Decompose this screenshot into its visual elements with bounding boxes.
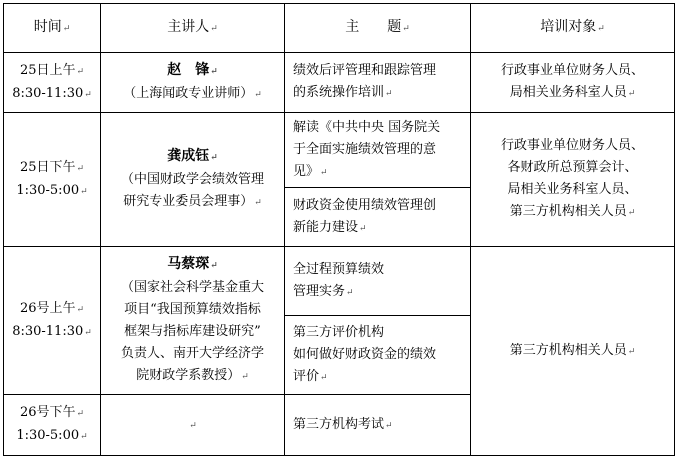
session-time: 26号下午↵ 1:30-5:00↵ bbox=[4, 395, 101, 456]
topic-cell: 财政资金使用绩效管理创 新能力建设↵ bbox=[285, 188, 471, 247]
header-row bbox=[4, 4, 675, 53]
audience-cell: 第三方机构相关人员↵ bbox=[471, 247, 675, 456]
speaker-cell-empty: ↵ bbox=[101, 395, 285, 456]
topic-cell: 绩效后评管理和跟踪管理 的系统操作培训↵ bbox=[285, 53, 471, 113]
speaker-name: 赵 锋 bbox=[167, 62, 210, 78]
audience-cell: 行政事业单位财务人员、 各财政所总预算会计、 局相关业务科室人员、 第三方机构相关人员↵ bbox=[471, 113, 675, 247]
header-speaker: 主讲人↵ bbox=[101, 4, 285, 53]
topic-cell: 第三方评价机构 如何做好财政资金的绩效 评价↵ bbox=[285, 316, 471, 395]
table-row bbox=[4, 113, 675, 188]
speaker-affiliation: （中国财政学会绩效管理 bbox=[120, 172, 264, 187]
session-time: 26号上午↵ 8:30-11:30↵ bbox=[4, 247, 101, 395]
topic-cell: 第三方机构考试↵ bbox=[285, 395, 471, 456]
speaker-affiliation: （上海闻政专业讲师） bbox=[123, 86, 254, 101]
header-topic: 主 题↵ bbox=[285, 4, 471, 53]
topic-cell: 全过程预算绩效 管理实务↵ bbox=[285, 247, 471, 316]
audience-cell: 行政事业单位财务人员、 局相关业务科室人员↵ bbox=[471, 53, 675, 113]
table-row bbox=[4, 247, 675, 316]
speaker-cell: 赵 锋↵ （上海闻政专业讲师）↵ bbox=[101, 53, 285, 113]
schedule-table bbox=[3, 3, 675, 456]
header-audience: 培训对象↵ bbox=[471, 4, 675, 53]
session-time: 25日上午↵ 8:30-11:30↵ bbox=[4, 53, 101, 113]
session-time: 25日下午↵ 1:30-5:00↵ bbox=[4, 113, 101, 247]
table-row bbox=[4, 53, 675, 113]
speaker-cell: 龚成钰↵ （中国财政学会绩效管理 研究专业委员会理事）↵ bbox=[101, 113, 285, 247]
topic-cell: 解读《中共中央 国务院关 于全面实施绩效管理的意 见》↵ bbox=[285, 113, 471, 188]
speaker-affiliation: （国家社会科学基金重大 bbox=[120, 280, 264, 295]
speaker-name: 龚成钰 bbox=[167, 148, 210, 164]
header-time: 时间↵ bbox=[4, 4, 101, 53]
speaker-name: 马蔡琛 bbox=[167, 256, 210, 272]
speaker-cell: 马蔡琛↵ （国家社会科学基金重大 项目“我国预算绩效指标 框架与指标库建设研究” 负责人、南开大学经济学 院财政学系教授）↵ bbox=[101, 247, 285, 395]
